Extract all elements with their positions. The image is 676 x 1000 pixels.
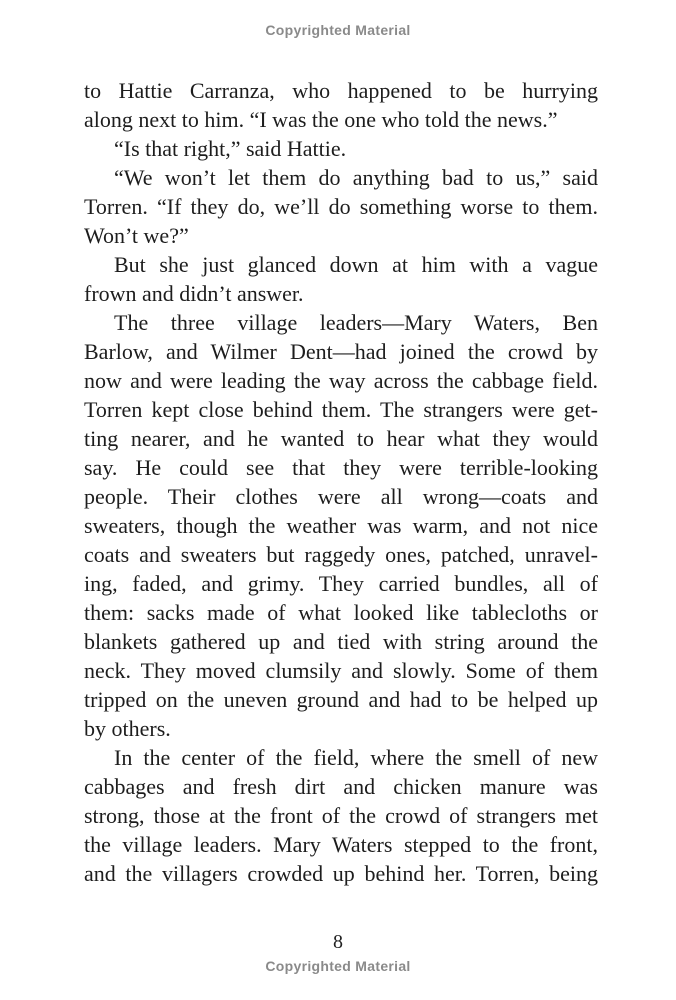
text-line: “Is that right,” said Hattie. bbox=[114, 136, 347, 161]
text-line: cabbages and fresh dirt and chicken manure was bbox=[84, 774, 598, 799]
paragraph bbox=[84, 250, 598, 308]
text-line: “We won’t let them do anything bad to us,” said bbox=[114, 165, 598, 190]
text-line: along next to him. “I was the one who told the news.” bbox=[84, 107, 558, 132]
copyright-notice-bottom: Copyrighted Material bbox=[265, 958, 411, 974]
text-line: say. He could see that they were terrible-looking bbox=[84, 455, 598, 480]
text-line: Torren kept close behind them. The strangers were get- bbox=[84, 397, 598, 422]
text-line: sweaters, though the weather was warm, and not nice bbox=[84, 513, 598, 538]
text-line: Torren. “If they do, we’ll do something worse to them. bbox=[84, 194, 598, 219]
text-line: In the center of the field, where the smell of new bbox=[114, 745, 598, 770]
text-line: people. Their clothes were all wrong—coats and bbox=[84, 484, 598, 509]
text-line: them: sacks made of what looked like tablecloths or bbox=[84, 600, 598, 625]
paragraph bbox=[84, 163, 598, 250]
text-line: ting nearer, and he wanted to hear what they would bbox=[84, 426, 598, 451]
text-line: neck. They moved clumsily and slowly. Some of them bbox=[84, 658, 598, 683]
text-line: and the villagers crowded up behind her. Torren, being bbox=[84, 861, 598, 886]
paragraph bbox=[84, 743, 598, 888]
text-line: Barlow, and Wilmer Dent—had joined the crowd by bbox=[84, 339, 598, 364]
paragraph bbox=[84, 76, 598, 134]
text-line: frown and didn’t answer. bbox=[84, 281, 304, 306]
text-line: blankets gathered up and tied with string around the bbox=[84, 629, 598, 654]
text-line: the village leaders. Mary Waters stepped to the front, bbox=[84, 832, 598, 857]
text-line: by others. bbox=[84, 716, 171, 741]
text-line: now and were leading the way across the cabbage field. bbox=[84, 368, 598, 393]
text-line: coats and sweaters but raggedy ones, patched, unravel- bbox=[84, 542, 598, 567]
page-number: 8 bbox=[333, 931, 343, 953]
copyright-notice-top: Copyrighted Material bbox=[265, 22, 411, 38]
text-line: Won’t we?” bbox=[84, 223, 189, 248]
text-line: The three village leaders—Mary Waters, Ben bbox=[114, 310, 598, 335]
body-text bbox=[84, 76, 598, 888]
text-line: strong, those at the front of the crowd of strangers met bbox=[84, 803, 598, 828]
text-line: ing, faded, and grimy. They carried bundles, all of bbox=[84, 571, 598, 596]
text-line: to Hattie Carranza, who happened to be hurrying bbox=[84, 78, 598, 103]
paragraph bbox=[84, 134, 598, 163]
text-line: But she just glanced down at him with a vague bbox=[114, 252, 598, 277]
paragraph bbox=[84, 308, 598, 743]
text-line: tripped on the uneven ground and had to be helped up bbox=[84, 687, 598, 712]
